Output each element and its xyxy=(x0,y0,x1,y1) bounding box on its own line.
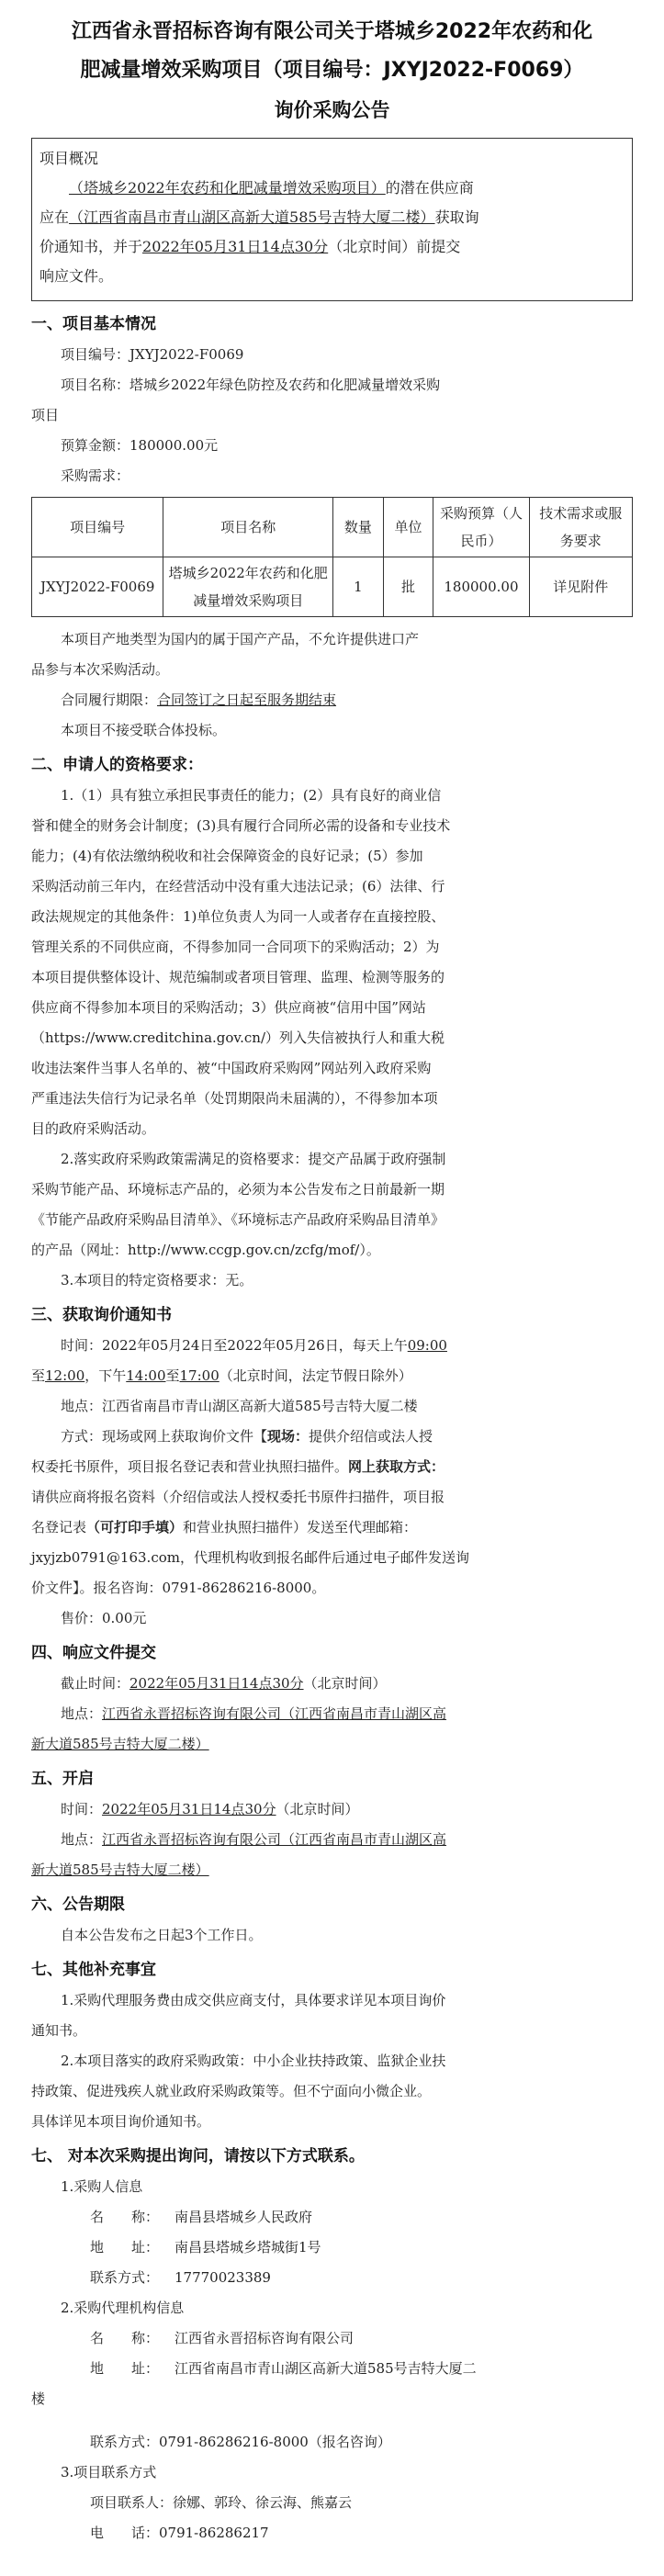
section-6-heading: 六、公告期限 xyxy=(31,1895,125,1914)
opening-place-line-2: 新大道585号吉特大厦二楼） xyxy=(31,1862,209,1878)
section-1-heading: 一、项目基本情况 xyxy=(31,315,156,333)
requirements-label: 采购需求： xyxy=(61,467,130,484)
qualification-paragraph-2 xyxy=(31,1144,633,1266)
text-line: 采购节能产品、环境标志产品的，必须为本公告发布之日前最新一期 xyxy=(31,1181,445,1198)
section-3-heading: 三、获取询价通知书 xyxy=(31,1306,172,1324)
section-8-heading: 七、 对本次采购提出询问，请按以下方式联系。 xyxy=(31,2147,365,2165)
purchaser-address: 地 址： 南昌县塔城乡塔城街1号 xyxy=(90,2239,321,2255)
text-line: 1.（1）具有独立承担民事责任的能力；(2）具有良好的商业信 xyxy=(61,787,442,804)
text-line: 本项目提供整体设计、规范编制或者项目管理、监理、检测等服务的 xyxy=(31,969,445,985)
obtain-time-line-2: 至12:00，下午14:00至17:00（北京时间，法定节假日除外） xyxy=(31,1367,412,1384)
obtain-time-line-1: 时间：2022年05月24日至2022年05月26日，每天上午09:00 xyxy=(61,1337,447,1354)
purchaser-heading: 1.采购人信息 xyxy=(61,2178,143,2195)
opening-time: 时间：2022年05月31日14点30分（北京时间） xyxy=(61,1801,359,1817)
section-2-heading: 二、申请人的资格要求： xyxy=(31,756,203,774)
obtain-mode-line-1: 方式：现场或网上获取询价文件【现场：提供介绍信或法人授 xyxy=(61,1428,433,1445)
agency-address-line-2: 楼 xyxy=(31,2390,46,2407)
project-name-line-2: 项目 xyxy=(31,407,60,423)
project-contact-heading: 3.项目联系方式 xyxy=(61,2464,157,2480)
obtain-mode-line-3: 请供应商将报名资料（介绍信或法人授权委托书原件扫描件，项目报 xyxy=(31,1489,445,1505)
text-line: 目的政府采购活动。 xyxy=(31,1120,156,1137)
title-line-1: 江西省永晋招标咨询有限公司关于塔城乡2022年农药和化 xyxy=(71,20,593,43)
section-5-heading: 五、开启 xyxy=(31,1770,94,1788)
text-line: 持政策、促进残疾人就业政府采购政策等。但不宁面向小微企业。 xyxy=(31,2083,432,2099)
obtain-mode-line-2: 权委托书原件，项目报名登记表和营业执照扫描件。网上获取方式： xyxy=(31,1458,445,1475)
obtain-mode-line-5: jxyjzb0791@163.com，代理机构收到报名邮件后通过电子邮件发送询 xyxy=(31,1549,469,1566)
page-subtitle: 询价采购公告 xyxy=(274,99,390,121)
text-line: 严重违法失信行为记录名单（处罚期限尚未届满的），不得参加本项 xyxy=(31,1090,438,1107)
overview-line-2: 应在（江西省南昌市青山湖区高新大道585号吉特大厦二楼）获取询 xyxy=(39,208,479,226)
obtain-place: 地点：江西省南昌市青山湖区高新大道585号吉特大厦二楼 xyxy=(61,1398,418,1414)
text-line: 供应商不得参加本项目的采购活动；3）供应商被“信用中国”网站 xyxy=(31,999,426,1016)
agency-contact: 联系方式：0791-86286216-8000（报名咨询） xyxy=(90,2434,391,2450)
project-name-line-1: 项目名称：塔城乡2022年绿色防控及农药和化肥减量增效采购 xyxy=(61,377,441,393)
obtain-mode-line-4: 名登记表（可打印手填）和营业执照扫描件）发送至代理邮箱： xyxy=(31,1519,418,1535)
budget-amount: 预算金额：180000.00元 xyxy=(61,437,219,454)
purchaser-contact: 联系方式： 17770023389 xyxy=(90,2269,271,2286)
text-line: 政法规规定的其他条件：1)单位负责人为同一人或者存在直接控股、 xyxy=(31,908,445,925)
table-header: 单位 xyxy=(383,498,433,557)
obtain-mode-line-6: 价文件】。报名咨询：0791-86286216-8000。 xyxy=(31,1580,326,1596)
text-line: 的产品（网址：http://www.ccgp.gov.cn/zcfg/mof/）。 xyxy=(31,1242,380,1258)
submission-place-line-1: 地点：江西省永晋招标咨询有限公司（江西省南昌市青山湖区高 xyxy=(61,1705,447,1722)
text-line: （https://www.creditchina.gov.cn/）列入失信被执行人和重大税 xyxy=(31,1029,445,1046)
origin-line-2: 品参与本次采购活动。 xyxy=(31,661,170,678)
project-overview-box xyxy=(31,138,633,301)
text-line: 誉和健全的财务会计制度；(3)具有履行合同所必需的设备和专业技术 xyxy=(31,817,451,834)
text-line: 采购活动前三年内，在经营活动中没有重大违法记录；(6）法律、行 xyxy=(31,878,445,894)
table-cell-code: JXYJ2022-F0069 xyxy=(32,557,163,617)
table-header: 数量 xyxy=(333,498,384,557)
section-4-heading: 四、响应文件提交 xyxy=(31,1644,156,1662)
overview-heading: 项目概况 xyxy=(39,150,99,167)
table-cell-qty: 1 xyxy=(333,557,384,617)
origin-line-1: 本项目产地类型为国内的属于国产产品，不允许提供进口产 xyxy=(61,631,420,647)
agency-address-line-1: 地 址： 江西省南昌市青山湖区高新大道585号吉特大厦二 xyxy=(90,2360,477,2377)
page-title xyxy=(31,13,633,90)
table-cell-budget: 180000.00 xyxy=(433,557,529,617)
qualification-paragraph-3: 3.本项目的特定资格要求：无。 xyxy=(61,1272,253,1288)
text-line: 具体详见本项目询价通知书。 xyxy=(31,2113,211,2130)
table-header: 项目名称 xyxy=(163,498,333,557)
procurement-table xyxy=(31,497,633,617)
table-header-row xyxy=(32,498,633,557)
text-line: 管理关系的不同供应商，不得参加同一合同项下的采购活动；2）为 xyxy=(31,939,440,955)
document-price: 售价：0.00元 xyxy=(61,1610,147,1626)
section-7-heading: 七、其他补充事宜 xyxy=(31,1961,156,1979)
table-header: 项目编号 xyxy=(32,498,163,557)
opening-place-line-1: 地点：江西省永晋招标咨询有限公司（江西省南昌市青山湖区高 xyxy=(61,1831,447,1848)
text-line: 通知书。 xyxy=(31,2022,87,2039)
submission-deadline: 截止时间：2022年05月31日14点30分（北京时间） xyxy=(61,1675,387,1692)
agency-heading: 2.采购代理机构信息 xyxy=(61,2300,185,2316)
text-line: 《节能产品政府采购品目清单》、《环境标志产品政府采购品目清单》 xyxy=(31,1211,445,1228)
consortium-note: 本项目不接受联合体投标。 xyxy=(61,722,227,738)
project-contact-people: 项目联系人：徐娜、郭玲、徐云海、熊嘉云 xyxy=(90,2494,353,2511)
table-cell-name: 塔城乡2022年农药和化肥减量增效采购项目 xyxy=(163,557,333,617)
project-code: 项目编号：JXYJ2022-F0069 xyxy=(61,346,244,363)
title-line-2: 肥减量增效采购项目（项目编号：JXYJ2022-F0069） xyxy=(80,59,584,82)
text-line: 2.落实政府采购政策需满足的资格要求：提交产品属于政府强制 xyxy=(61,1151,446,1167)
table-cell-tech: 详见附件 xyxy=(529,557,632,617)
announcement-period: 自本公告发布之日起3个工作日。 xyxy=(61,1927,263,1943)
qualification-paragraph-1 xyxy=(31,781,633,1144)
overview-line-1: （塔城乡2022年农药和化肥减量增效采购项目）的潜在供应商 xyxy=(69,179,474,197)
text-line: 1.采购代理服务费由成交供应商支付，具体要求详见本项目询价 xyxy=(61,1992,446,2008)
contract-period: 合同履行期限：合同签订之日起至服务期结束 xyxy=(61,692,337,708)
project-contact-phone: 电 话：0791-86286217 xyxy=(90,2525,269,2541)
submission-place-line-2: 新大道585号吉特大厦二楼） xyxy=(31,1736,209,1752)
table-header: 采购预算（人民币） xyxy=(433,498,529,557)
overview-line-4: 响应文件。 xyxy=(39,267,114,285)
text-line: 能力；(4)有依法缴纳税收和社会保障资金的良好记录；(5）参加 xyxy=(31,848,423,864)
purchaser-name: 名 称： 南昌县塔城乡人民政府 xyxy=(90,2209,313,2225)
table-cell-unit: 批 xyxy=(383,557,433,617)
agency-name: 名 称： 江西省永晋招标咨询有限公司 xyxy=(90,2330,355,2346)
text-line: 收违法案件当事人名单的、被“中国政府采购网”网站列入政府采购 xyxy=(31,1060,432,1076)
table-header: 技术需求或服务要求 xyxy=(529,498,632,557)
text-line: 2.本项目落实的政府采购政策：中小企业扶持政策、监狱企业扶 xyxy=(61,2053,446,2069)
table-row xyxy=(32,557,633,617)
overview-line-3: 价通知书，并于2022年05月31日14点30分（北京时间）前提交 xyxy=(39,238,461,255)
